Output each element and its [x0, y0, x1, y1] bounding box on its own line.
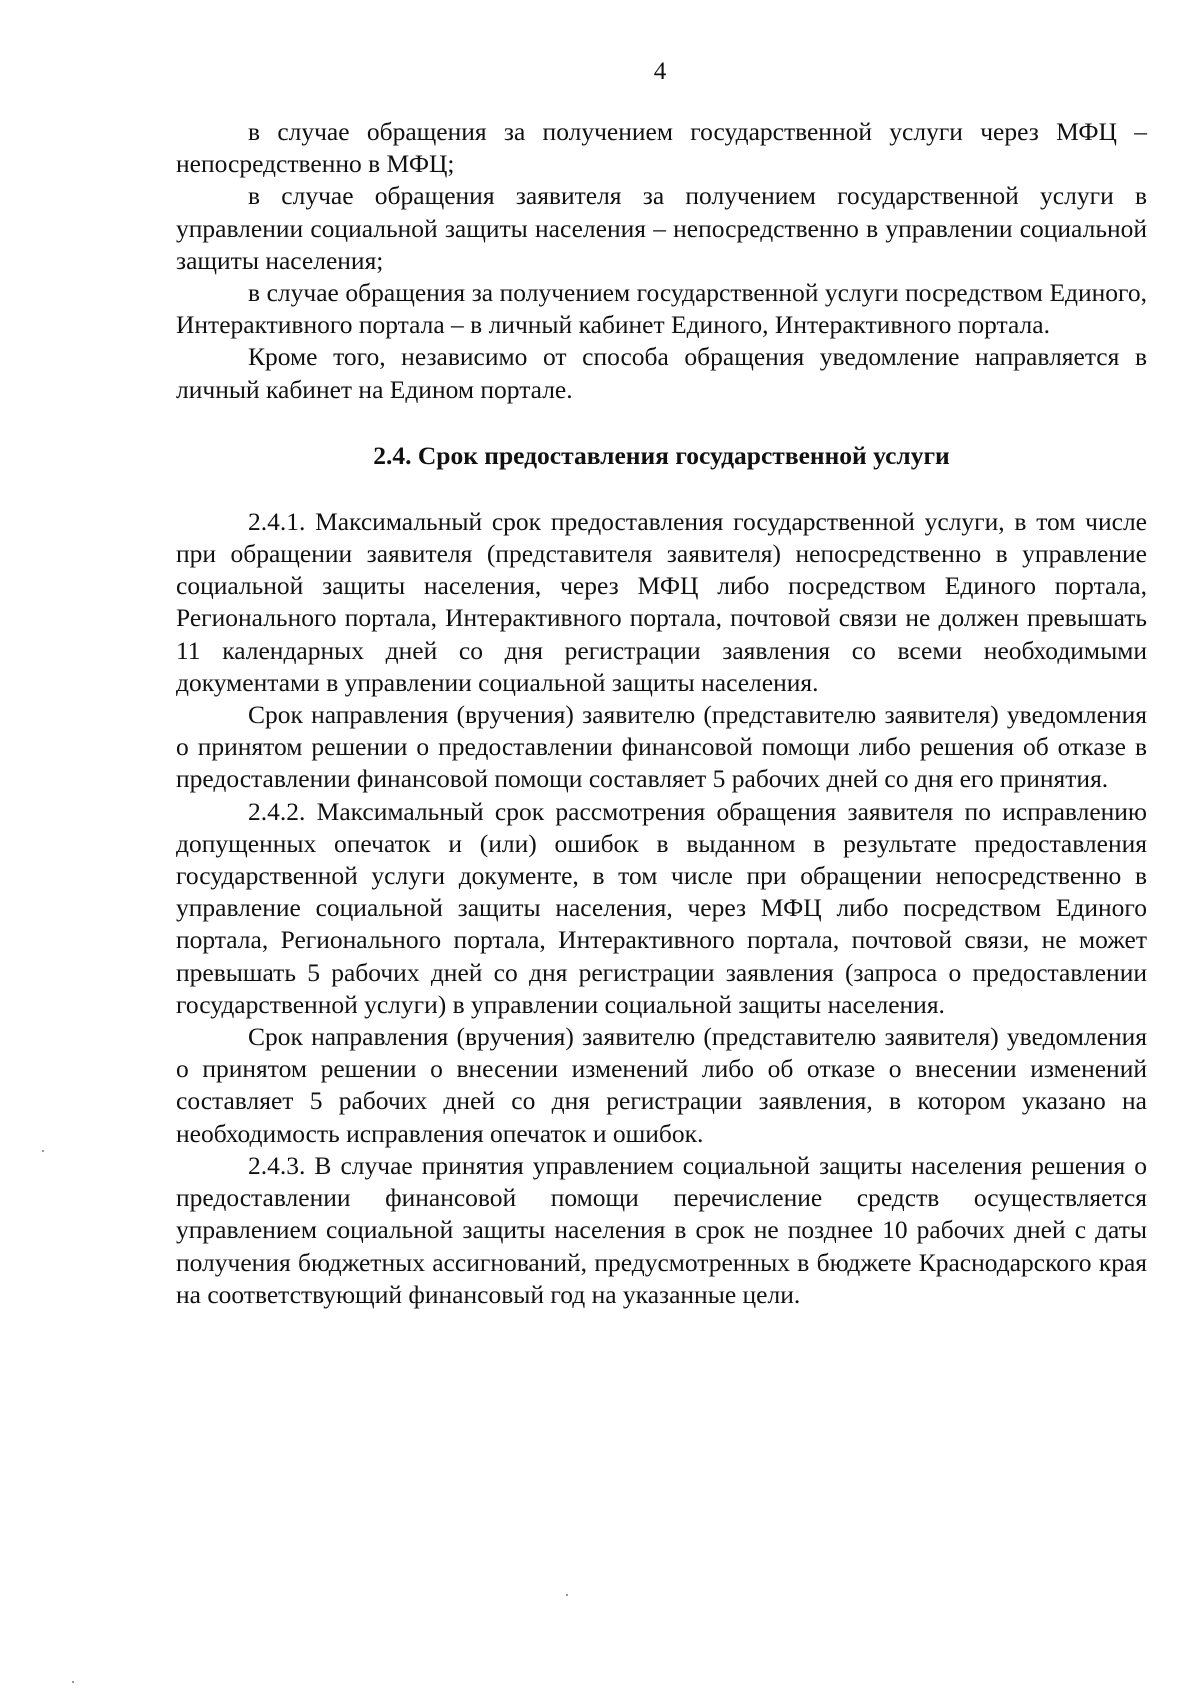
paragraph-2-4-2: 2.4.2. Максимальный срок рассмотрения обращения заявителя по исправлению допущенных опечаток и (или) ошибок в выданном в результате предоставления государственной услуги документе, в том числе при обращении непосредственно в управление социальной защиты населения, через МФЦ либо посредством Единого портала, Регионального портала, Интерактивного портала, почтовой связи, не может превышать 5 рабочих дней со дня регистрации заявления (запроса о предоставлении государственной услуги) в управлении социальной защиты населения.	[176, 796, 1147, 1019]
paragraph-delivery-social-protection: в случае обращения заявителя за получением государственной услуги в управлении социальной защиты населения – непосредственно в управлении социальной защиты населения;	[176, 181, 1147, 275]
page-number: 4	[653, 58, 667, 85]
scan-speck	[566, 1594, 568, 1596]
paragraph-delivery-portal: в случае обращения за получением государственной услуги посредством Единого, Интерактивного портала – в личный кабинет Единого, Интерактивного портала.	[176, 278, 1147, 340]
paragraph-2-4-3: 2.4.3. В случае принятия управлением социальной защиты населения решения о предоставлении финансовой помощи перечисление средств осуществляется управлением социальной защиты населения в срок не позднее 10 рабочих дней с даты получения бюджетных ассигнований, предусмотренных в бюджете Краснодарского края на соответствующий финансовый год на указанные цели.	[176, 1150, 1147, 1309]
paragraph-correction-notification-term: Срок направления (вручения) заявителю (представителю заявителя) уведомления о принятом решении о внесении изменений либо об отказе о внесении изменений составляет 5 рабочих дней со дня регистрации заявления, в котором указано на необходимость исправления опечаток и ошибок.	[176, 1022, 1147, 1148]
paragraph-2-4-1: 2.4.1. Максимальный срок предоставления государственной услуги, в том числе при обращении заявителя (представителя заявителя) непосредственно в управление социальной защиты населения, через МФЦ либо посредством Единого портала, Регионального портала, Интерактивного портала, почтовой связи не должен превышать 11 календарных дней со дня регистрации заявления со всеми необходимыми документами в управлении социальной защиты населения.	[176, 506, 1147, 697]
paragraph-notification-cabinet: Кроме того, независимо от способа обращения уведомление направляется в личный кабинет на Едином портале.	[176, 342, 1147, 404]
paragraph-delivery-mfc: в случае обращения за получением государственной услуги через МФЦ – непосредственно в МФЦ;	[176, 117, 1147, 179]
section-heading: 2.4. Срок предоставления государственной услуги	[373, 440, 950, 470]
document-body	[176, 116, 1147, 1311]
paragraph-notification-term: Срок направления (вручения) заявителю (представителю заявителя) уведомления о принятом решении о предоставлении финансовой помощи либо решения об отказе в предоставлении финансовой помощи составляет 5 рабочих дней со дня его принятия.	[176, 700, 1147, 794]
scan-speck	[72, 1681, 74, 1683]
scan-speck	[42, 1150, 44, 1152]
